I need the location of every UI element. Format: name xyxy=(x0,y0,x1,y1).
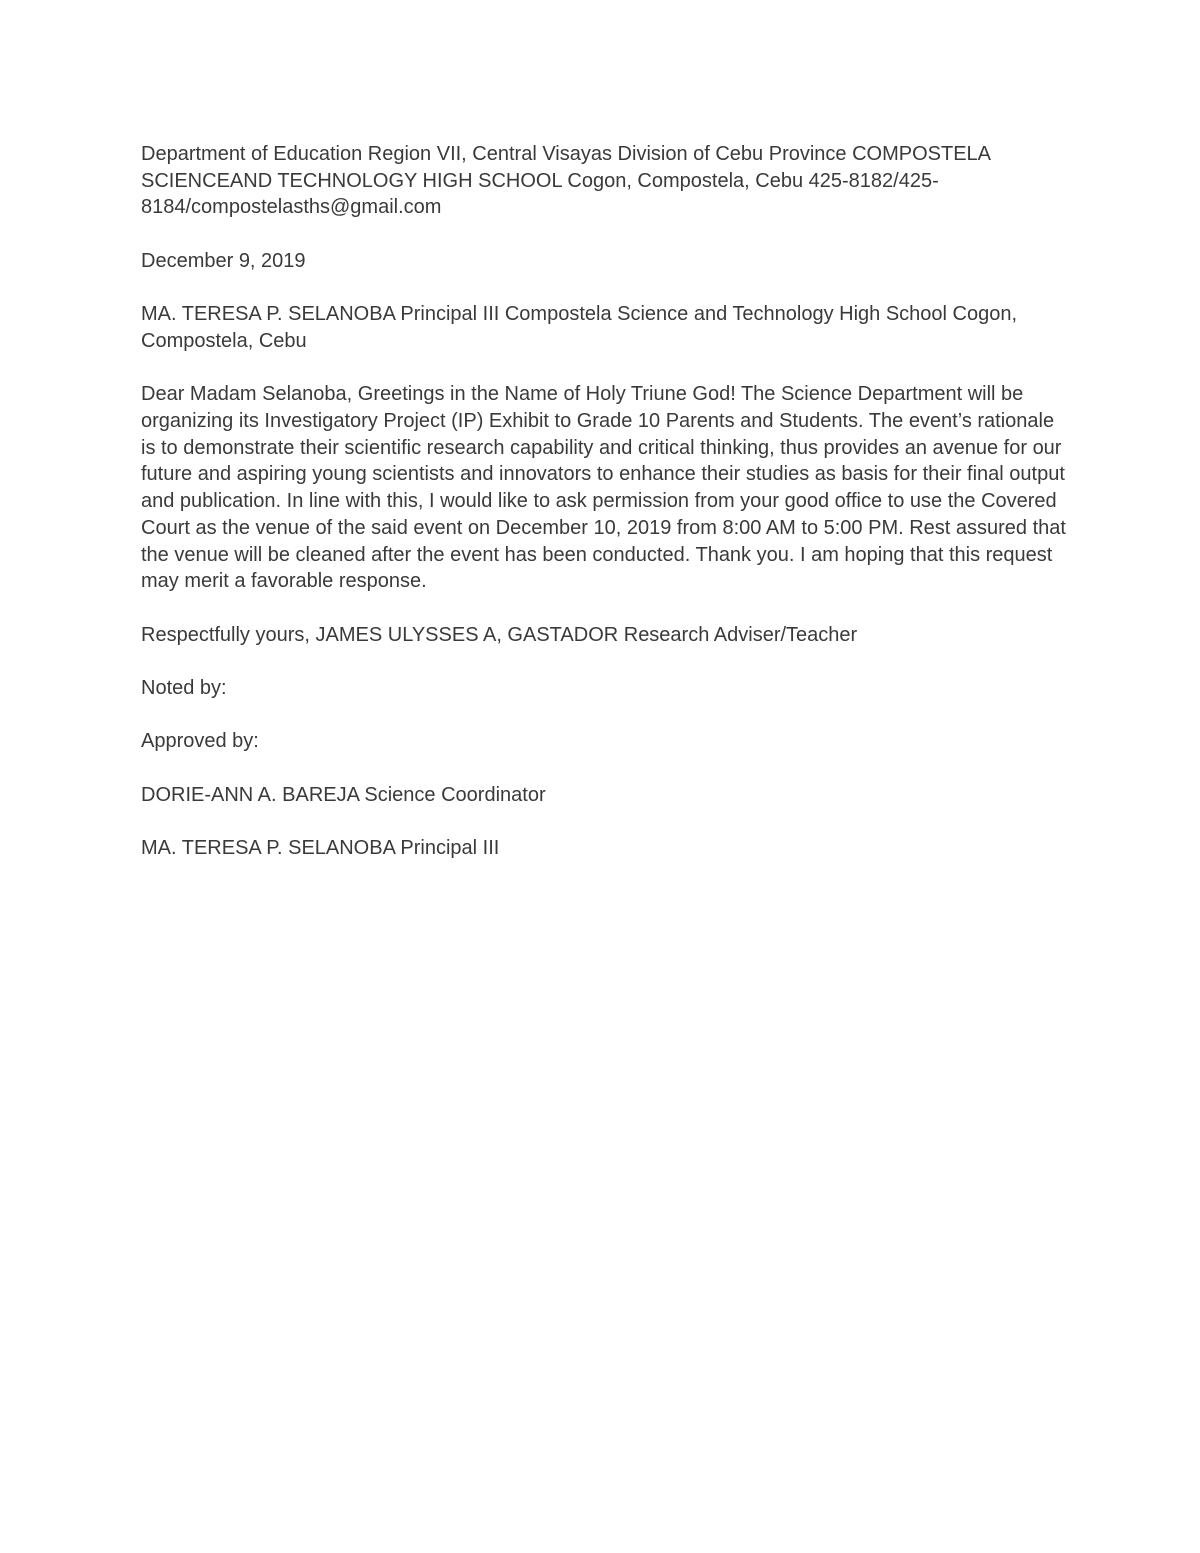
letterhead: Department of Education Region VII, Central Visayas Division of Cebu Province COMPOSTELA SCIENCEAND TECHNOLOGY HIGH SCHOOL Cogon, Compostela, Cebu 425-8182/425-8184/compostelasths@gmail.com xyxy=(141,143,990,219)
noted-by-label: Noted by: xyxy=(141,676,227,699)
letter-body-paragraph: Dear Madam Selanoba, Greetings in the Name of Holy Triune God! The Science Department will be organizing its Investigatory Project (IP) Exhibit to Grade 10 Parents and Students. The event’s rationale is to demonstrate their scientific research capability and critical thinking, thus provides an avenue for our future and aspiring young scientists and innovators to enhance their studies as basis for their final output and publication. In line with this, I would like to ask permission from your good office to use the Covered Court as the venue of the said event on December 10, 2019 from 8:00 AM to 5:00 PM. Rest assured that the venue will be cleaned after the event has been conducted. Thank you. I am hoping that this request may merit a favorable response. xyxy=(141,383,1066,593)
recipient-block: MA. TERESA P. SELANOBA Principal III Compostela Science and Technology High School Cogon, Compostela, Cebu xyxy=(141,303,1018,352)
approved-by-label: Approved by: xyxy=(141,730,259,753)
closing-signature: Respectfully yours, JAMES ULYSSES A, GASTADOR Research Adviser/Teacher xyxy=(141,623,858,646)
letter-body xyxy=(141,141,1066,889)
coordinator-signature: DORIE-ANN A. BAREJA Science Coordinator xyxy=(141,783,546,806)
letter-date: December 9, 2019 xyxy=(141,249,306,272)
principal-signature: MA. TERESA P. SELANOBA Principal III xyxy=(141,837,500,860)
